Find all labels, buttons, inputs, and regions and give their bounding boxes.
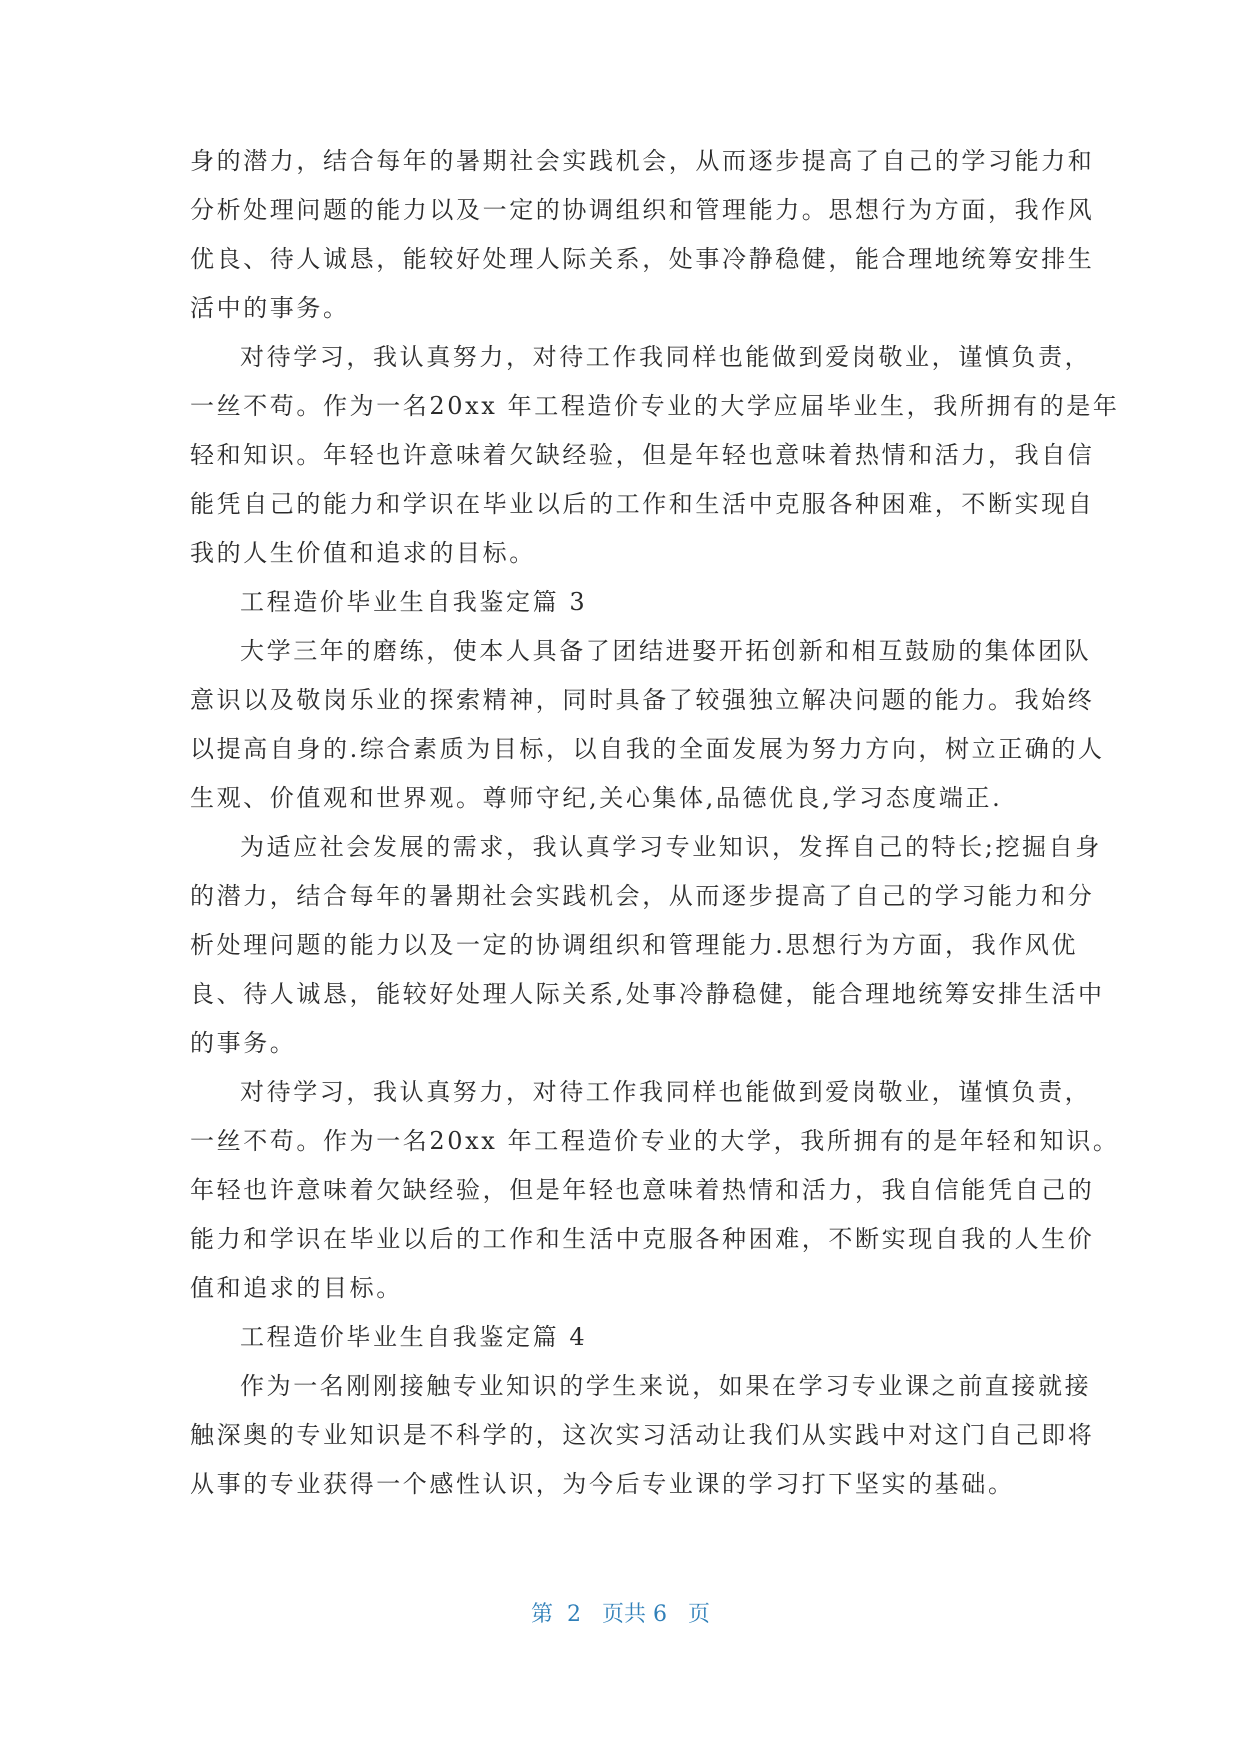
text-line: 活中的事务。 (190, 294, 350, 322)
text-line: 的事务。 (190, 1029, 297, 1057)
text-line: 工程造价毕业生自我鉴定篇 3 (240, 588, 588, 616)
page-footer: 第 2 页共 6 页 (531, 1602, 710, 1627)
text-line: 轻和知识。年轻也许意味着欠缺经验，但是年轻也意味着热情和活力，我自信 (190, 441, 1095, 469)
text-line: 析处理问题的能力以及一定的协调组织和管理能力.思想行为方面，我作风优 (190, 931, 1079, 959)
text-line: 良、待人诚恳，能较好处理人际关系,处事冷静稳健，能合理地统筹安排生活中 (190, 980, 1105, 1008)
text-line: 工程造价毕业生自我鉴定篇 4 (240, 1323, 588, 1351)
text-line: 我的人生价值和追求的目标。 (190, 539, 536, 567)
text-line: 能力和学识在毕业以后的工作和生活中克服各种困难，不断实现自我的人生价 (190, 1225, 1095, 1253)
text-line: 的潜力，结合每年的暑期社会实践机会，从而逐步提高了自己的学习能力和分 (190, 882, 1095, 910)
text-line: 大学三年的磨练，使本人具备了团结进娶开拓创新和相互鼓励的集体团队 (240, 637, 1092, 665)
text-line: 对待学习，我认真努力，对待工作我同样也能做到爱岗敬业，谨慎负责， (240, 343, 1092, 371)
text-line: 意识以及敬岗乐业的探索精神，同时具备了较强独立解决问题的能力。我始终 (190, 686, 1095, 714)
text-line: 以提高自身的.综合素质为目标，以自我的全面发展为努力方向，树立正确的人 (190, 735, 1105, 763)
text-line: 对待学习，我认真努力，对待工作我同样也能做到爱岗敬业，谨慎负责， (240, 1078, 1092, 1106)
text-line: 年轻也许意味着欠缺经验，但是年轻也意味着热情和活力，我自信能凭自己的 (190, 1176, 1095, 1204)
text-line: 生观、价值观和世界观。尊师守纪,关心集体,品德优良,学习态度端正. (190, 784, 1003, 812)
text-line: 身的潜力，结合每年的暑期社会实践机会，从而逐步提高了自己的学习能力和 (190, 147, 1095, 175)
text-line: 一丝不苟。作为一名20xx 年工程造价专业的大学，我所拥有的是年轻和知识。 (190, 1127, 1120, 1155)
text-line: 值和追求的目标。 (190, 1274, 403, 1302)
text-line: 从事的专业获得一个感性认识，为今后专业课的学习打下坚实的基础。 (190, 1470, 1015, 1498)
text-line: 作为一名刚刚接触专业知识的学生来说，如果在学习专业课之前直接就接 (240, 1372, 1092, 1400)
text-line: 触深奥的专业知识是不科学的，这次实习活动让我们从实践中对这门自己即将 (190, 1421, 1095, 1449)
text-line: 一丝不苟。作为一名20xx 年工程造价专业的大学应届毕业生，我所拥有的是年 (190, 392, 1120, 420)
text-line: 分析处理问题的能力以及一定的协调组织和管理能力。思想行为方面，我作风 (190, 196, 1095, 224)
text-line: 优良、待人诚恳，能较好处理人际关系，处事冷静稳健，能合理地统筹安排生 (190, 245, 1095, 273)
text-line: 能凭自己的能力和学识在毕业以后的工作和生活中克服各种困难，不断实现自 (190, 490, 1095, 518)
text-line: 为适应社会发展的需求，我认真学习专业知识，发挥自己的特长;挖掘自身 (240, 833, 1102, 861)
